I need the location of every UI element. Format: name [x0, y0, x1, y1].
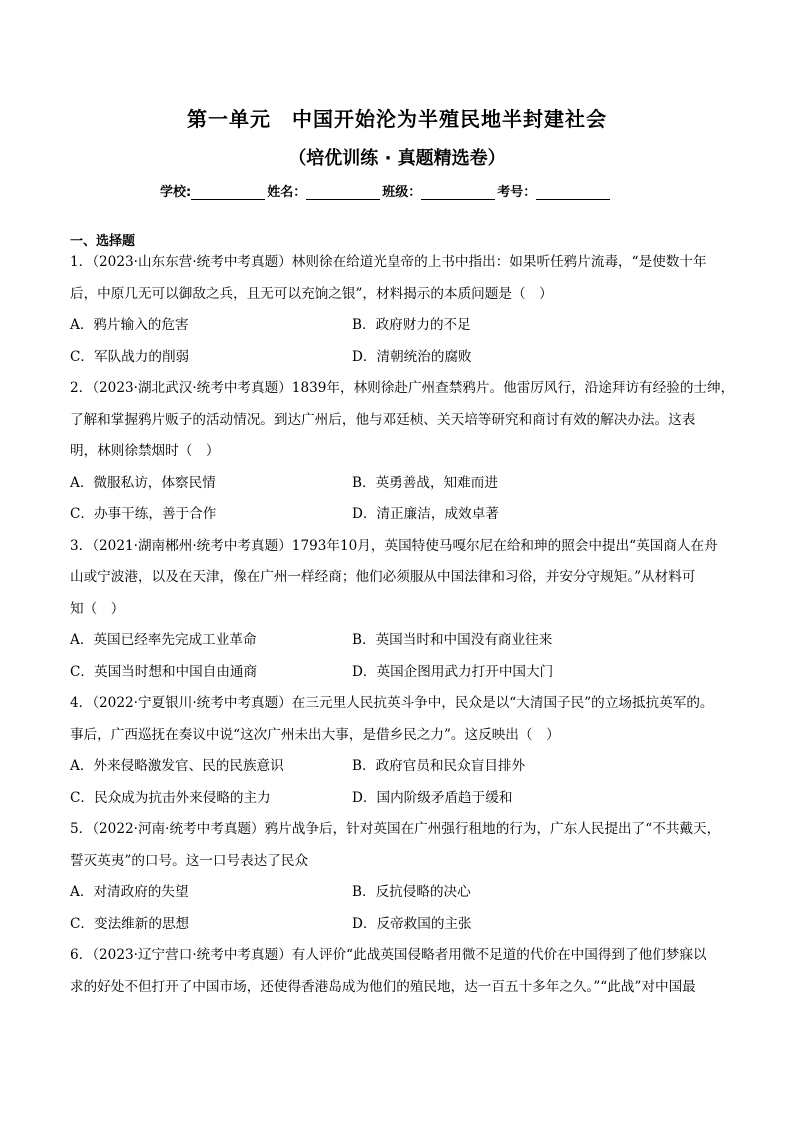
answer-option[interactable]: A．对清政府的失望 — [70, 884, 189, 900]
answer-option[interactable]: B．政府财力的不足 — [352, 317, 471, 333]
name-label: 姓名： — [267, 185, 307, 200]
question-text-line: 5．（2022·河南·统考中考真题）鸦片战争后，针对英国在广州强行租地的行为，广东人民提出了“不共戴天， — [70, 821, 721, 837]
option-row — [70, 625, 730, 657]
question-item — [70, 688, 730, 814]
answer-option[interactable]: C．民众成为抗击外来侵略的主力 — [70, 789, 271, 806]
option-row — [70, 310, 730, 342]
answer-option[interactable]: A．英国已经率先完成工业革命 — [70, 632, 257, 648]
question-text-line: 知（ ） — [70, 600, 125, 617]
class-label: 班级： — [382, 185, 422, 200]
school-blank[interactable] — [191, 185, 265, 200]
answer-option[interactable]: D．国内阶级矛盾趋于缓和 — [352, 789, 513, 806]
question-text-line: 2．（2023·湖北武汉·统考中考真题）1839年，林则徐赴广州查禁鸦片。他雷厉风行，沿途拜访有经验的士绅， — [70, 380, 735, 396]
answer-option[interactable]: D．清朝统治的腐败 — [352, 348, 472, 365]
answer-option[interactable]: A．外来侵略激发官、民的民族意识 — [70, 758, 284, 774]
question-item — [70, 373, 735, 531]
section-title: 一、选择题 — [70, 234, 136, 249]
answer-option[interactable]: B．政府官员和民众盲目排外 — [352, 758, 526, 774]
answer-option[interactable]: C．英国当时想和中国自由通商 — [70, 663, 258, 680]
question-text-line: 求的好处不但打开了中国市场，还使得香港岛成为他们的殖民地，达一百五十多年之久。”“此战”对中国最 — [70, 978, 696, 995]
question-text-line: 后，中原几无可以御敌之兵，且无可以充饷之银”，材料揭示的本质问题是（ ） — [70, 285, 553, 302]
class-blank[interactable] — [421, 185, 495, 200]
question-text-line: 3．（2021·湖南郴州·统考中考真题）1793年10月，英国特使马嘎尔尼在给和珅的照会中提出“英国商人在舟 — [70, 537, 718, 554]
option-row — [70, 657, 730, 689]
answer-option[interactable]: C．办事干练，善于合作 — [70, 506, 217, 522]
answer-option[interactable]: D．清正廉洁，成效卓著 — [352, 506, 499, 522]
question-text-line: 1．（2023·山东东营·统考中考真题）林则徐在给道光皇帝的上书中指出：如果听任鸦片流毒，“是使数十年 — [70, 254, 707, 270]
answer-option[interactable]: D．反帝救国的主张 — [352, 915, 472, 932]
exam-no-label: 考号： — [497, 185, 537, 200]
option-row — [70, 909, 730, 941]
option-row — [70, 783, 730, 815]
page-subtitle: （培优训练 · 真题精选卷） — [288, 148, 506, 169]
option-row — [70, 342, 730, 374]
answer-option[interactable]: A．微服私访，体察民情 — [70, 474, 216, 491]
option-row — [70, 751, 730, 783]
question-text-line: 誓灭英夷”的口号。这一口号表达了民众 — [70, 852, 309, 869]
question-text-line: 明，林则徐禁烟时（ ） — [70, 443, 220, 459]
question-text-line: 6．（2023·辽宁营口·统考中考真题）有人评价“此战英国侵略者用微不足道的代价在中国得到了他们梦寐以 — [70, 947, 707, 963]
answer-option[interactable]: C．军队战力的削弱 — [70, 348, 190, 365]
question-text-line: 4．（2022·宁夏银川·统考中考真题）在三元里人民抗英斗争中，民众是以“大清国子民”的立场抵抗英军的。 — [70, 695, 714, 711]
option-row — [70, 468, 730, 500]
question-text-line: 事后，广西巡抚在奏议中说“这次广州未出大事，是借乡民之力”。这反映出（ ） — [70, 726, 560, 743]
school-label: 学校: — [160, 185, 192, 200]
answer-option[interactable]: A．鸦片输入的危害 — [70, 317, 189, 333]
question-item — [70, 814, 730, 940]
question-text-line: 山或宁波港，以及在天津，像在广州一样经商；他们必须服从中国法律和习俗，并安分守规矩。”从材料可 — [70, 569, 696, 585]
answer-option[interactable]: D．英国企图用武力打开中国大门 — [352, 663, 554, 680]
page-title: 第一单元 中国开始沦为半殖民地半封建社会 — [187, 107, 607, 131]
answer-option[interactable]: B．反抗侵略的决心 — [352, 884, 471, 900]
option-row — [70, 499, 730, 531]
question-item — [70, 940, 730, 1003]
question-list — [70, 247, 735, 1003]
question-text-line: 了解和掌握鸦片贩子的活动情况。到达广州后，他与邓廷桢、关天培等研究和商讨有效的解决办法。这表 — [70, 411, 696, 428]
question-item — [70, 247, 730, 373]
student-info-line — [160, 181, 612, 200]
name-blank[interactable] — [306, 185, 380, 200]
answer-option[interactable]: C．变法维新的思想 — [70, 915, 190, 932]
option-row — [70, 877, 730, 909]
answer-option[interactable]: B．英国当时和中国没有商业往来 — [352, 632, 553, 648]
answer-option[interactable]: B．英勇善战，知难而进 — [352, 474, 498, 491]
question-item — [70, 531, 730, 689]
exam-no-blank[interactable] — [536, 185, 610, 200]
